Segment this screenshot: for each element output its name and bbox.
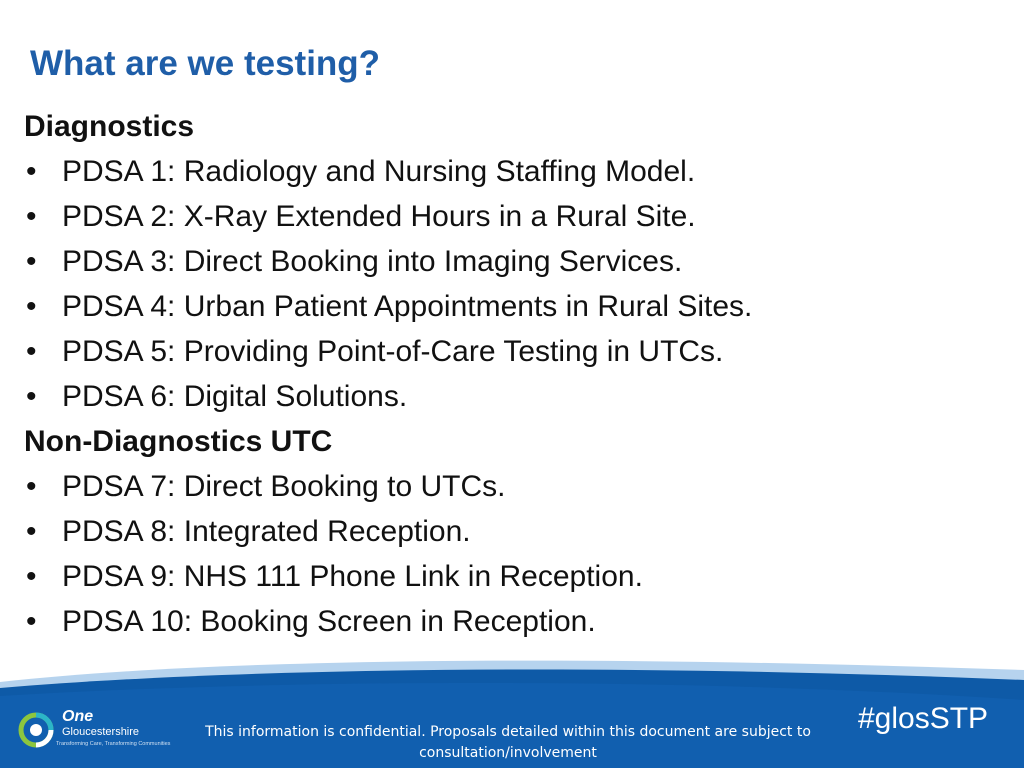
- bullet-icon: •: [26, 290, 37, 323]
- list-item: [24, 374, 1004, 419]
- hashtag: #glosSTP: [858, 702, 989, 735]
- list-item: [24, 599, 1004, 644]
- list-item-text: PDSA 6: Digital Solutions.: [62, 380, 408, 413]
- list-item-text: PDSA 3: Direct Booking into Imaging Services.: [62, 245, 683, 278]
- bullet-icon: •: [26, 245, 37, 278]
- bullet-icon: •: [26, 470, 37, 503]
- bullet-icon: •: [26, 335, 37, 368]
- list-item-text: PDSA 1: Radiology and Nursing Staffing Model.: [62, 155, 696, 188]
- confidentiality-notice-line1: This information is confidential. Proposals detailed within this document are subject to: [205, 724, 811, 740]
- confidentiality-notice: [200, 722, 816, 764]
- list-item: [24, 509, 1004, 554]
- logo-text-name: Gloucestershire: [62, 726, 140, 738]
- list-item: [24, 554, 1004, 599]
- list-item-text: PDSA 8: Integrated Reception.: [62, 515, 471, 548]
- confidentiality-notice-line2: consultation/involvement: [419, 745, 597, 761]
- bullet-icon: •: [26, 515, 37, 548]
- bullet-icon: •: [26, 380, 37, 413]
- list-item-text: PDSA 5: Providing Point-of-Care Testing in UTCs.: [62, 335, 724, 368]
- list-item-text: PDSA 9: NHS 111 Phone Link in Reception.: [62, 560, 643, 593]
- list-item-text: PDSA 10: Booking Screen in Reception.: [62, 605, 596, 638]
- list-item-text: PDSA 4: Urban Patient Appointments in Rural Sites.: [62, 290, 753, 323]
- list-item: [24, 149, 1004, 194]
- bullet-icon: •: [26, 605, 37, 638]
- non-diagnostics-list: [24, 464, 1004, 644]
- list-item: [24, 329, 1004, 374]
- bullet-icon: •: [26, 560, 37, 593]
- list-item: [24, 239, 1004, 284]
- list-item: [24, 464, 1004, 509]
- bullet-icon: •: [26, 200, 37, 233]
- section-heading-non-diagnostics: Non-Diagnostics UTC: [24, 425, 333, 458]
- list-item: [24, 284, 1004, 329]
- diagnostics-list: [24, 149, 1004, 419]
- logo-text-one: One: [62, 708, 94, 725]
- section-heading-diagnostics: Diagnostics: [24, 110, 195, 143]
- list-item-text: PDSA 2: X-Ray Extended Hours in a Rural Site.: [62, 200, 696, 233]
- list-item: [24, 194, 1004, 239]
- bullet-icon: •: [26, 155, 37, 188]
- list-item-text: PDSA 7: Direct Booking to UTCs.: [62, 470, 506, 503]
- slide-content: [24, 104, 1004, 644]
- logo-tagline: Transforming Care, Transforming Communities: [56, 741, 171, 747]
- slide-title: What are we testing?: [30, 44, 381, 83]
